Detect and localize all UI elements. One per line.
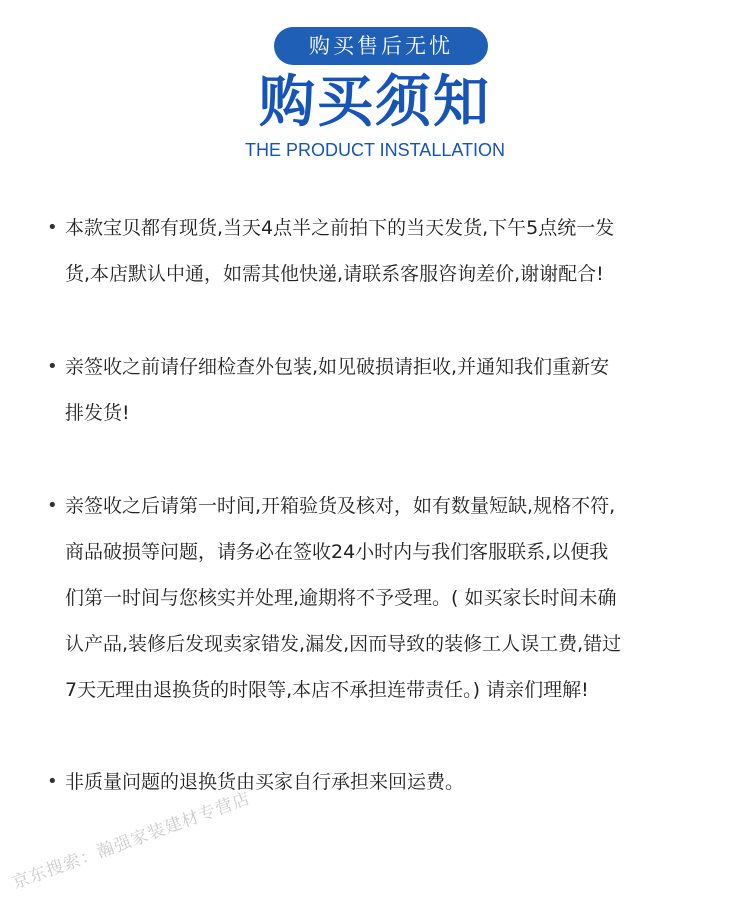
- bullet-dot-icon: •: [47, 495, 58, 516]
- page-title: 购买须知: [259, 70, 491, 135]
- notice-text: 本款宝贝都有现货,当天4点半之前拍下的当天发货,下午5点统一发 货,本店默认中通，如需其他快递,请联系客服咨询差价,谢谢配合!: [65, 217, 615, 285]
- notice-text: 亲签收之后请第一时间,开箱验货及核对，如有数量短缺,规格不符, 商品破损等问题，请务必在签收24小时内与我们客服联系,以便我 们第一时间与您核实并处理,逾期将不予受理。( 如买家长时间未确 认产品,装修后发现卖家错发,漏发,因而导致的装修工人误工费,错过 7天无理由退换货的时限等,本店不承担连带责任。) 请亲们理解!: [65, 495, 622, 701]
- bullet-dot-icon: •: [47, 771, 58, 792]
- header-pill-badge: 购买售后无忧: [274, 27, 488, 65]
- store-watermark: 京东搜索：瀚强家装建材专营店: [9, 788, 254, 894]
- notice-item: [47, 205, 707, 297]
- notice-text: 非质量问题的退换货由买家自行承担来回运费。: [65, 771, 465, 793]
- bullet-dot-icon: •: [47, 356, 58, 377]
- notice-item: [47, 483, 707, 713]
- notice-text: 亲签收之前请仔细检查外包装,如见破损请拒收,并通知我们重新安 排发货!: [65, 356, 610, 424]
- page-subtitle: THE PRODUCT INSTALLATION: [244, 140, 506, 160]
- notice-item: [47, 759, 707, 805]
- notice-item: [47, 344, 707, 436]
- bullet-dot-icon: •: [47, 217, 58, 238]
